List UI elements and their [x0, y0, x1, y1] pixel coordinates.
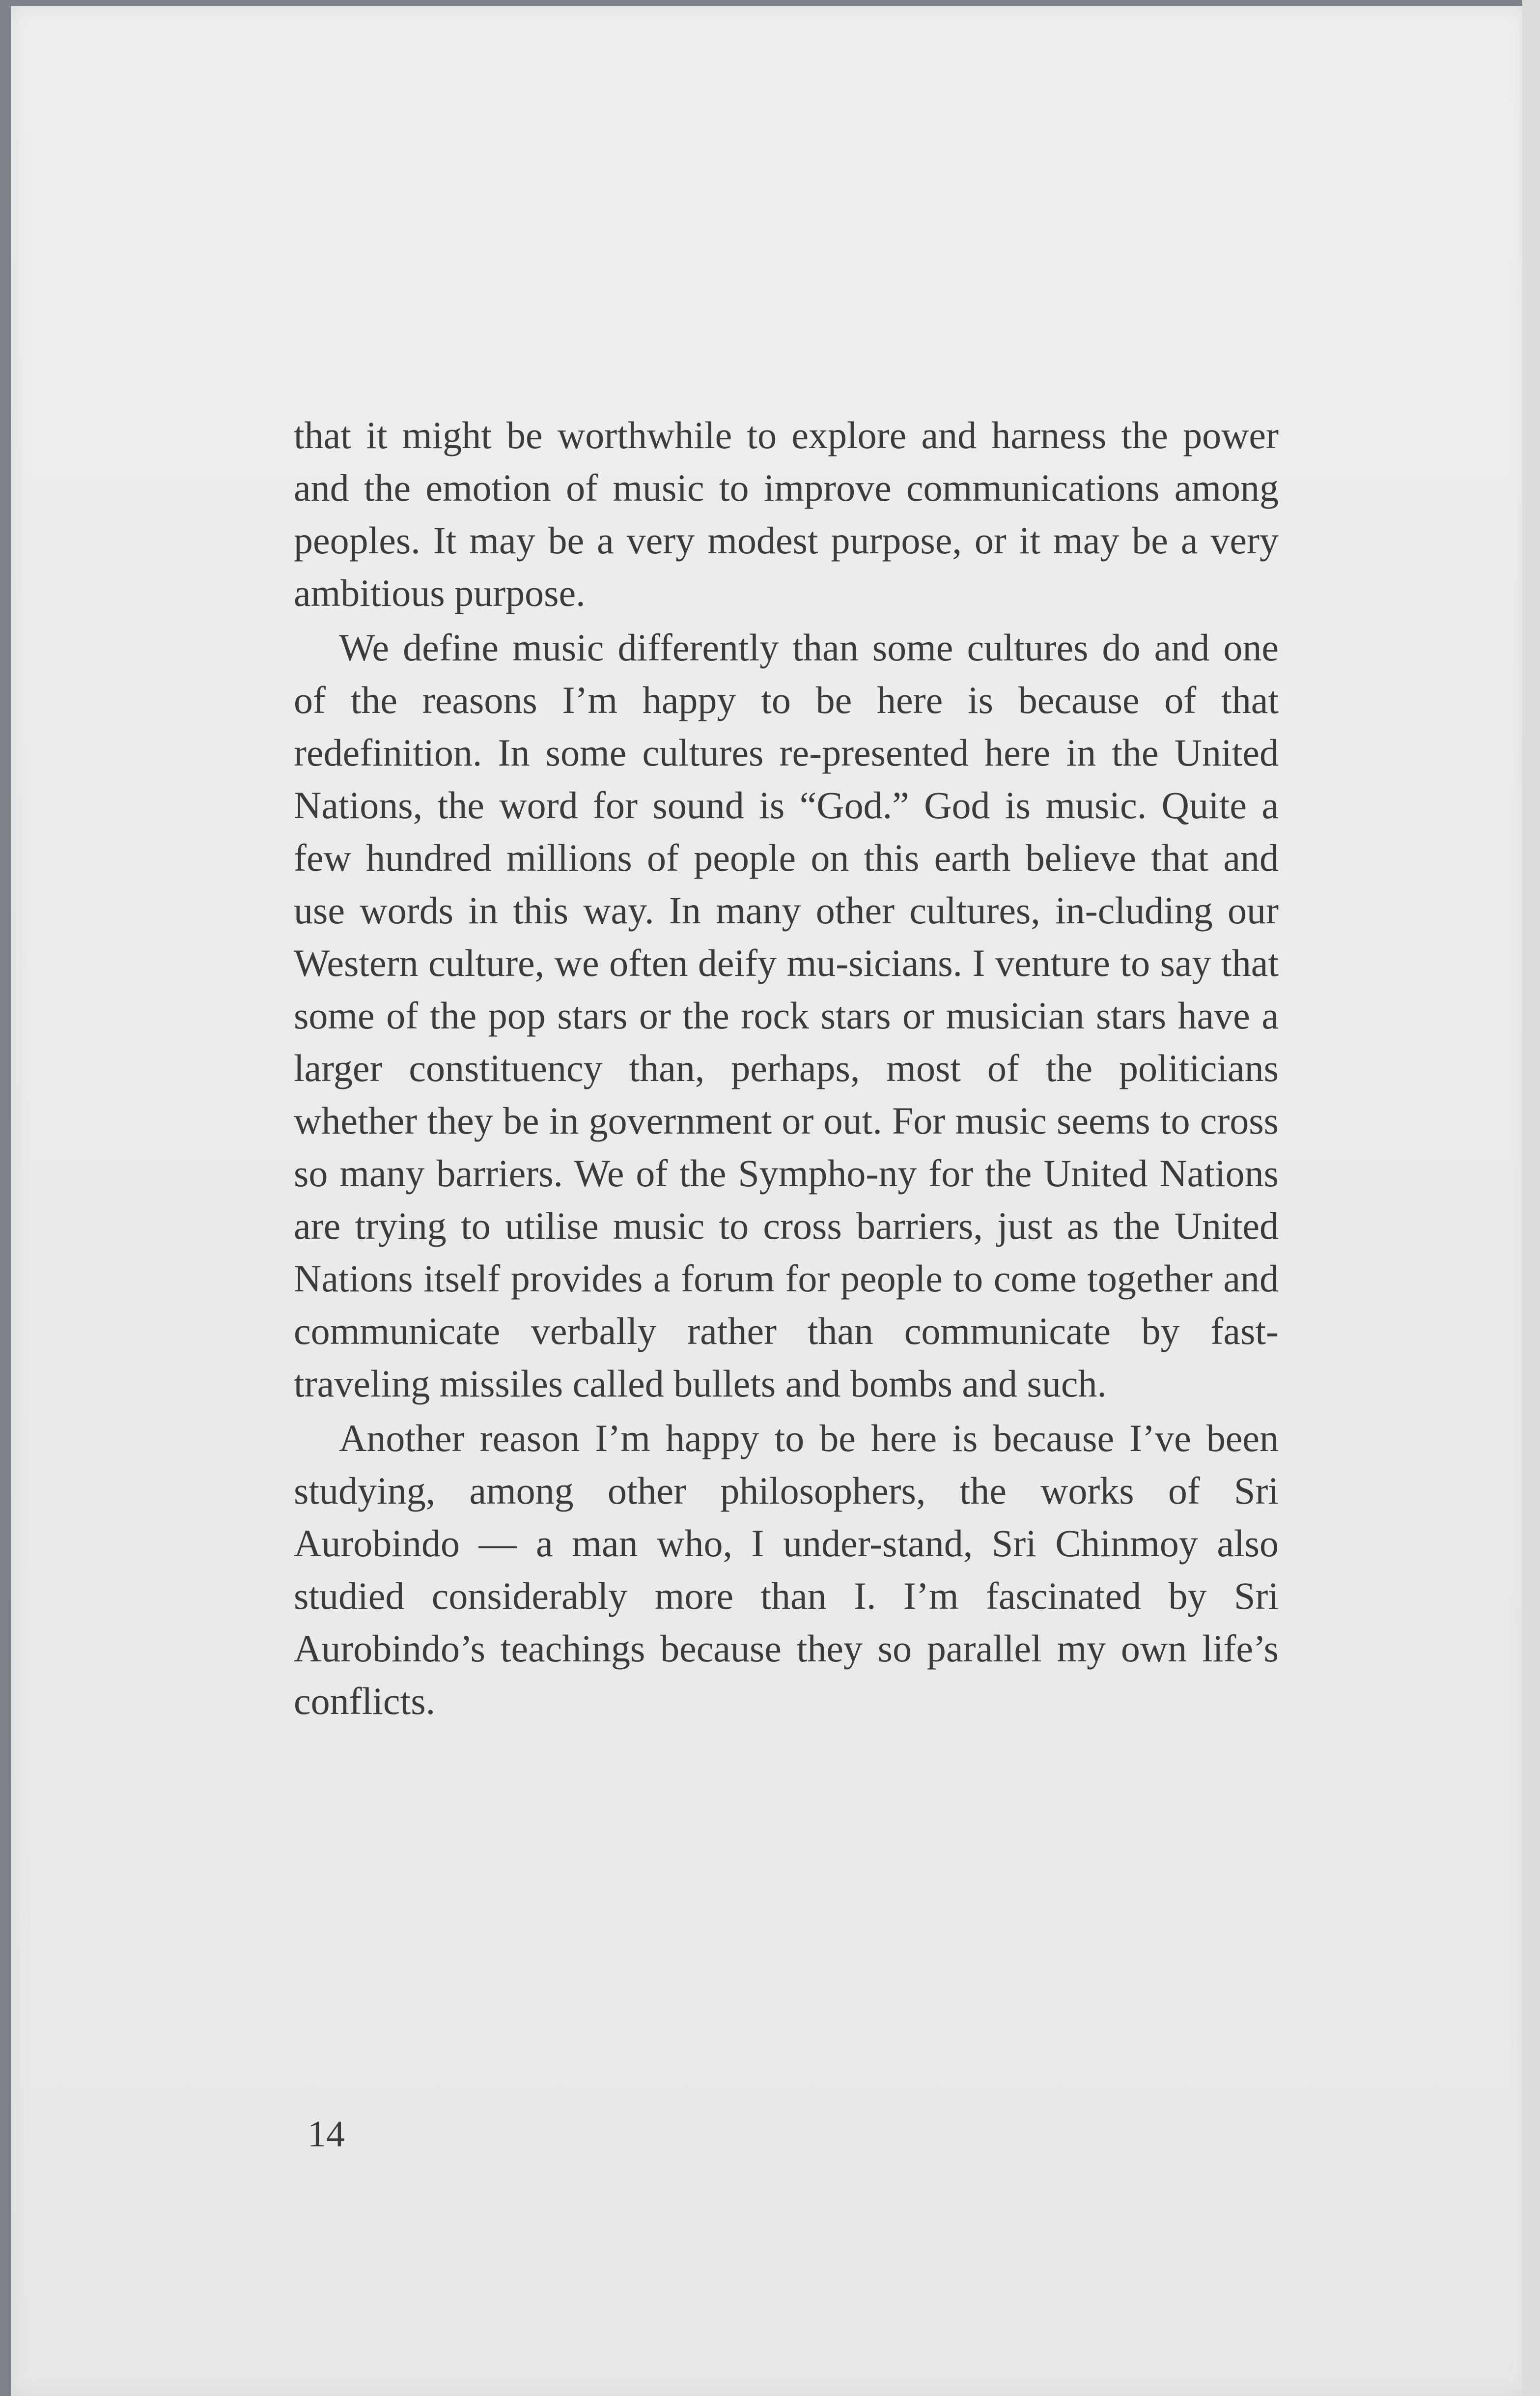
page-edge [1522, 0, 1540, 2396]
paragraph-2: We define music differently than some cultures do and one of the reasons I’m happy to be here is because of that redefinition. In some cultures re-presented here in the United Nations, the word for sound is “God.” God is music. Quite a few hundred millions of people on this earth believe that and use words in this way. In many other cultures, in-cluding our Western culture, we often deify mu-sicians. I venture to say that some of the pop stars or the rock stars or musician stars have a larger constituency than, perhaps, most of the politicians whether they be in government or out. For music seems to cross so many barriers. We of the Sympho-ny for the United Nations are trying to utilise music to cross barriers, just as the United Nations itself provides a forum for people to come together and communicate verbally rather than communicate by fast-traveling missiles called bullets and bombs and such. [294, 626, 1279, 1405]
body-text [294, 409, 1279, 1727]
page-number: 14 [308, 2113, 345, 2155]
paragraph-1: that it might be worthwhile to explore and harness the power and the emotion of music to improve communications among peoples. It may be a very modest purpose, or it may be a very ambitious purpose. [294, 414, 1279, 614]
paragraph-3: Another reason I’m happy to be here is because I’ve been studying, among other philosophers, the works of Sri Aurobindo — a man who, I under-stand, Sri Chinmoy also studied considerably more than I. I’m fascinated by Sri Aurobindo’s teachings because they so parallel my own life’s conflicts. [294, 1417, 1279, 1722]
